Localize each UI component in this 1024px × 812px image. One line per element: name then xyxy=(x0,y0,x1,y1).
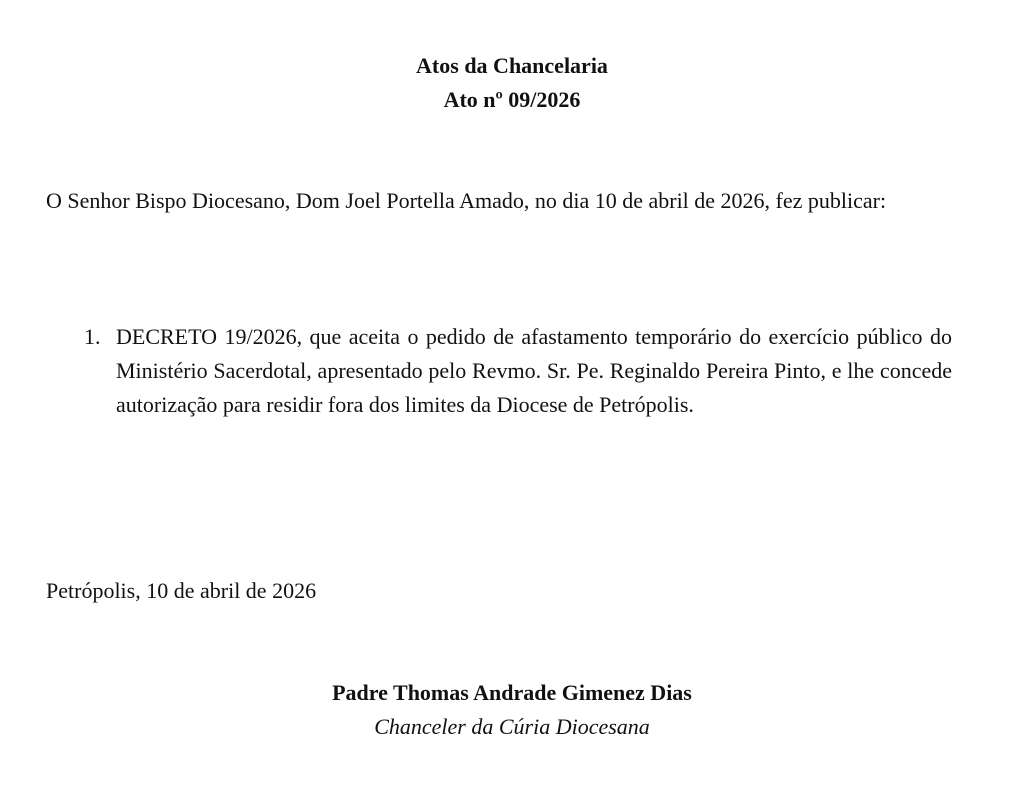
decree-list xyxy=(46,320,952,422)
document-title: Atos da Chancelaria xyxy=(416,53,608,78)
signatory-title: Chanceler da Cúria Diocesana xyxy=(374,714,650,739)
list-item xyxy=(46,320,952,422)
list-item-number: 1. xyxy=(84,324,101,349)
list-item-text: DECRETO 19/2026, que aceita o pedido de afastamento temporário do exercício público do Ministério Sacerdotal, apresentado pelo Revmo. Sr. Pe. Reginaldo Pereira Pinto, e lhe concede autorização para residir fora dos limites da Diocese de Petrópolis. xyxy=(116,324,952,417)
intro-paragraph: O Senhor Bispo Diocesano, Dom Joel Portella Amado, no dia 10 de abril de 2026, fez publicar: xyxy=(46,188,887,213)
signatory-name: Padre Thomas Andrade Gimenez Dias xyxy=(332,680,692,705)
signature-block xyxy=(0,676,1024,744)
act-number: Ato nº 09/2026 xyxy=(443,87,581,112)
place-date: Petrópolis, 10 de abril de 2026 xyxy=(46,578,317,603)
